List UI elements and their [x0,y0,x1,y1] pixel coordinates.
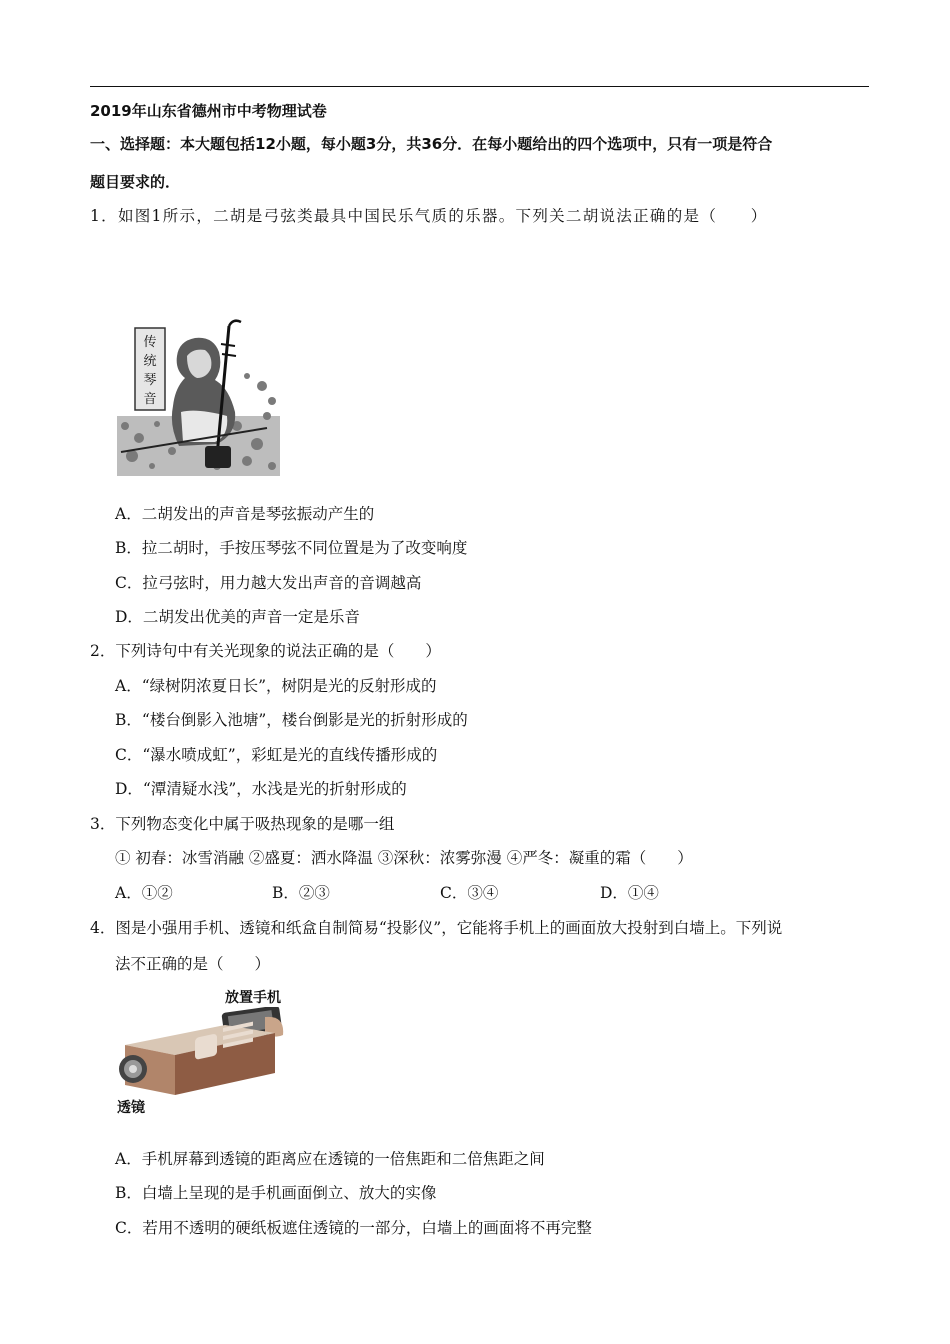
q4-option-c: C．若用不透明的硬纸板遮住透镜的一部分，白墙上的画面将不再完整 [115,1219,592,1237]
erhu-player-image [117,316,280,476]
q2-option-a: A．“绿树阴浓夏日长”，树阴是光的反射形成的 [115,677,437,695]
q3-option-d: D．①④ [600,884,659,902]
section-heading-line1: 一、选择题：本大题包括12小题，每小题3分，共36分．在每小题给出的四个选项中，只有一项是符合 [90,135,773,153]
question-3-stem: 3．下列物态变化中属于吸热现象的是哪一组 [90,815,395,833]
q3-option-c: C．③④ [440,884,499,902]
q2-option-d: D．“潭清疑水浅”，水浅是光的折射形成的 [115,780,407,798]
q1-option-d: D．二胡发出优美的声音一定是乐音 [115,608,360,626]
q4-option-b: B．白墙上呈现的是手机画面倒立、放大的实像 [115,1184,437,1202]
q2-option-c: C．“瀑水喷成虹”，彩虹是光的直线传播形成的 [115,746,438,764]
erhu-figure [117,316,280,476]
lens-label: 透镜 [117,1100,145,1116]
section-heading-line2: 题目要求的． [90,173,181,191]
q3-statements: ① 初春：冰雪消融 ②盛夏：洒水降温 ③深秋：浓雾弥漫 ④严冬：凝重的霜（ ） [115,849,693,867]
question-4-stem-line1: 4．图是小强用手机、透镜和纸盒自制简易“投影仪”，它能将手机上的画面放大投射到白墙上。下列说 [90,919,783,937]
projector-figure [115,985,295,1115]
q1-option-c: C．拉弓弦时，用力越大发出声音的音调越高 [115,574,422,592]
question-2-stem: 2．下列诗句中有关光现象的说法正确的是（ ） [90,642,441,660]
question-4-stem-line2: 法不正确的是（ ） [115,955,271,973]
calligraphy-char-4: 音 [143,392,157,407]
q1-option-b: B．拉二胡时，手按压琴弦不同位置是为了改变响度 [115,539,468,557]
projector-box-image [115,1007,295,1097]
header-rule [90,86,869,87]
phone-label: 放置手机 [225,990,281,1006]
q2-option-b: B．“楼台倒影入池塘”，楼台倒影是光的折射形成的 [115,711,468,729]
calligraphy-char-3: 琴 [143,373,157,388]
q4-option-a: A．手机屏幕到透镜的距离应在透镜的一倍焦距和二倍焦距之间 [115,1150,545,1168]
q3-option-b: B．②③ [272,884,330,902]
exam-title: 2019年山东省德州市中考物理试卷 [90,102,327,120]
q1-option-a: A．二胡发出的声音是琴弦振动产生的 [115,505,375,523]
q3-option-a: A．①② [115,884,173,902]
question-1-stem: 1．如图1所示，二胡是弓弦类最具中国民乐气质的乐器。下列关二胡说法正确的是（ ） [90,207,768,225]
calligraphy-char-2: 统 [143,354,157,369]
calligraphy-char-1: 传 [143,335,157,350]
